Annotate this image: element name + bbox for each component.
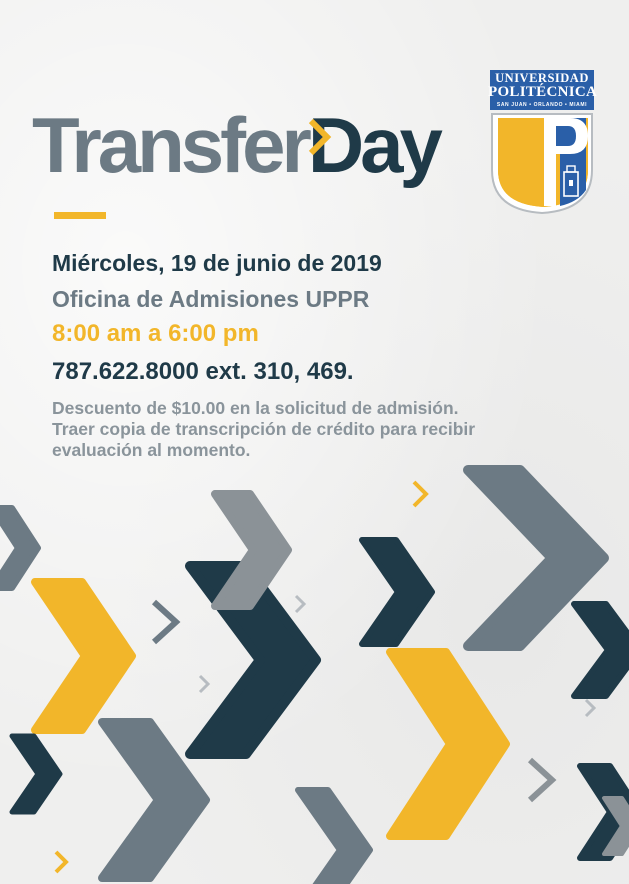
event-hours: 8:00 am a 6:00 pm (52, 320, 259, 347)
chevron-gray-bottom-center (298, 790, 370, 884)
event-phone: 787.622.8000 ext. 310, 469. (52, 358, 354, 385)
chevron-gray-medium (215, 494, 288, 606)
logo-text-locations: SAN JUAN • ORLANDO • MIAMI (496, 102, 588, 108)
chevron-yellow-large (390, 652, 506, 836)
chevron-small-gray (154, 602, 176, 642)
chevron-tiny-gray (586, 700, 594, 716)
description-line: Descuento de $10.00 en la solicitud de admisión. (52, 398, 459, 418)
description-line: Traer copia de transcripción de crédito para recibir (52, 419, 476, 439)
chevron-tiny-gray (200, 676, 208, 692)
chevron-gray-edge (0, 508, 38, 588)
event-date: Miércoles, 19 de junio de 2019 (52, 250, 382, 276)
chevron-tiny-yellow-bottom (56, 852, 66, 872)
logo-text-universidad: UNIVERSIDAD (495, 71, 589, 85)
chevron-small-gray-right (530, 760, 552, 800)
chevron-tiny-gray (296, 596, 304, 612)
event-location: Oficina de Admisiones UPPR (52, 286, 370, 312)
title-day: Day (307, 101, 439, 189)
description-line: evaluación al momento. (52, 440, 251, 460)
chevron-yellow-left (35, 582, 132, 730)
title-transfer: Transfer (32, 101, 308, 189)
chevron-dark-small (12, 736, 60, 812)
chevron-dark-medium (362, 540, 432, 644)
logo-text-politecnica: POLITÉCNICA (488, 84, 598, 100)
chevron-dark-right (574, 604, 629, 696)
chevron-tiny-yellow (414, 482, 426, 506)
